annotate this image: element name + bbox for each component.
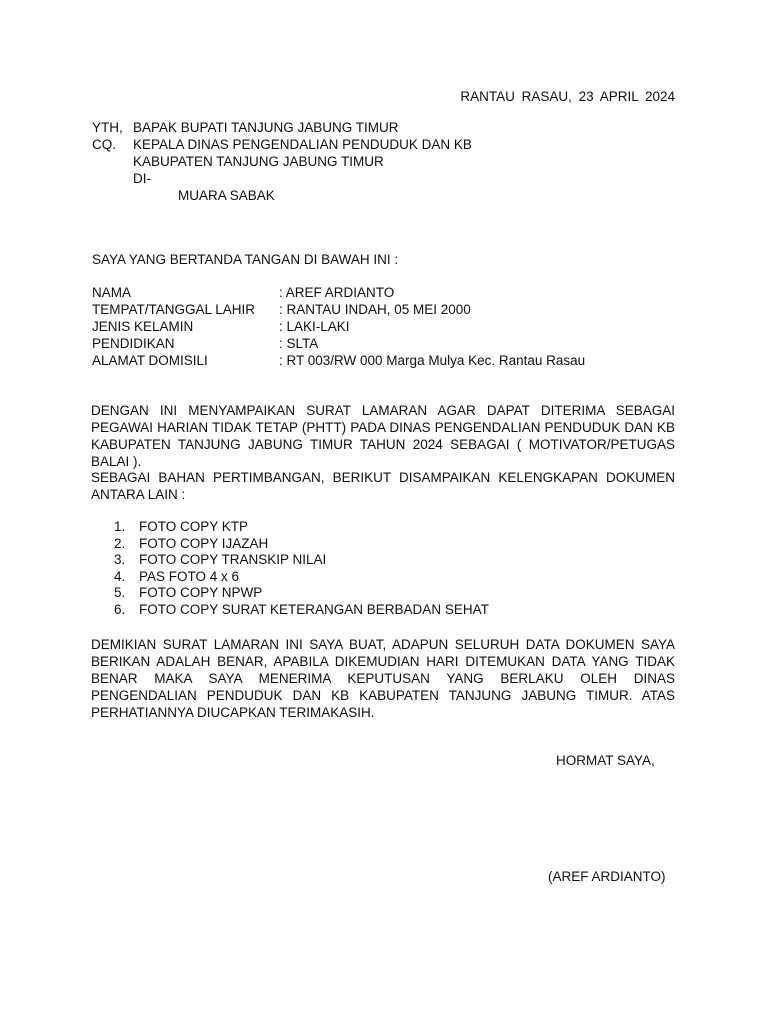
list-number: 3. [114, 552, 126, 567]
signature-name: (AREF ARDIANTO) [548, 869, 666, 884]
list-text: FOTO COPY NPWP [139, 585, 263, 600]
closing-paragraph: DEMIKIAN SURAT LAMARAN INI SAYA BUAT, ADAPUN SELURUH DATA DOKUMEN SAYA BERIKAN ADALAH BENAR, APABILA DIKEMUDIAN HARI DITEMUKAN DATA YANG TIDAK BENAR MAKA SAYA MENERIMA KEPUTUSAN YANG BERLAKU OLEH DINAS PENGENDALIAN PENDUDUK DAN KB KABUPATEN TANJUNG JABUNG TIMUR. ATAS PERHATIANNYA DIUCAPKAN TERIMAKASIH. [91, 637, 675, 720]
recipient-text: KEPALA DINAS PENGENDALIAN PENDUDUK DAN KB [133, 137, 472, 152]
recipient-text: BAPAK BUPATI TANJUNG JABUNG TIMUR [133, 120, 399, 135]
field-value: : RANTAU INDAH, 05 MEI 2000 [279, 302, 471, 317]
application-paragraph: DENGAN INI MENYAMPAIKAN SURAT LAMARAN AGAR DAPAT DITERIMA SEBAGAI PEGAWAI HARIAN TIDAK TETAP (PHTT) PADA DINAS PENGENDALIAN PENDUDUK DAN KB KABUPATEN TANJUNG JABUNG TIMUR TAHUN 2024 SEBAGAI ( MOTIVATOR/PETUGAS BALAI ). [91, 403, 675, 469]
field-label: NAMA [92, 285, 132, 300]
list-text: FOTO COPY TRANSKIP NILAI [139, 552, 327, 567]
place-date: RANTAU RASAU, 23 APRIL 2024 [460, 89, 675, 104]
list-number: 5. [114, 585, 126, 600]
field-label: PENDIDIKAN [92, 336, 175, 351]
documents-intro-paragraph: SEBAGAI BAHAN PERTIMBANGAN, BERIKUT DISAMPAIKAN KELENGKAPAN DOKUMEN ANTARA LAIN : [91, 470, 675, 502]
field-value: : SLTA [279, 336, 319, 351]
field-value: : LAKI-LAKI [279, 319, 350, 334]
list-text: FOTO COPY SURAT KETERANGAN BERBADAN SEHAT [139, 601, 489, 617]
field-label: TEMPAT/TANGGAL LAHIR [92, 302, 256, 317]
intro-line: SAYA YANG BERTANDA TANGAN DI BAWAH INI : [92, 252, 399, 267]
list-text: FOTO COPY KTP [139, 519, 249, 534]
list-text: PAS FOTO 4 x 6 [139, 568, 240, 584]
list-number: 2. [114, 535, 126, 551]
field-label: JENIS KELAMIN [92, 319, 194, 334]
list-number: 6. [114, 601, 126, 617]
recipient-label: CQ. [92, 137, 117, 152]
list-number: 1. [114, 519, 126, 534]
recipient-label: YTH, [92, 120, 123, 135]
field-value: : AREF ARDIANTO [279, 285, 395, 300]
field-label: ALAMAT DOMISILI [92, 353, 208, 368]
list-number: 4. [114, 568, 126, 584]
recipient-text: KABUPATEN TANJUNG JABUNG TIMUR [133, 154, 384, 169]
recipient-text: DI- [133, 171, 151, 186]
list-text: FOTO COPY IJAZAH [139, 535, 269, 551]
field-value: : RT 003/RW 000 Marga Mulya Kec. Rantau Rasau [279, 353, 586, 368]
closing-salutation: HORMAT SAYA, [556, 753, 655, 768]
recipient-text: MUARA SABAK [178, 188, 275, 203]
